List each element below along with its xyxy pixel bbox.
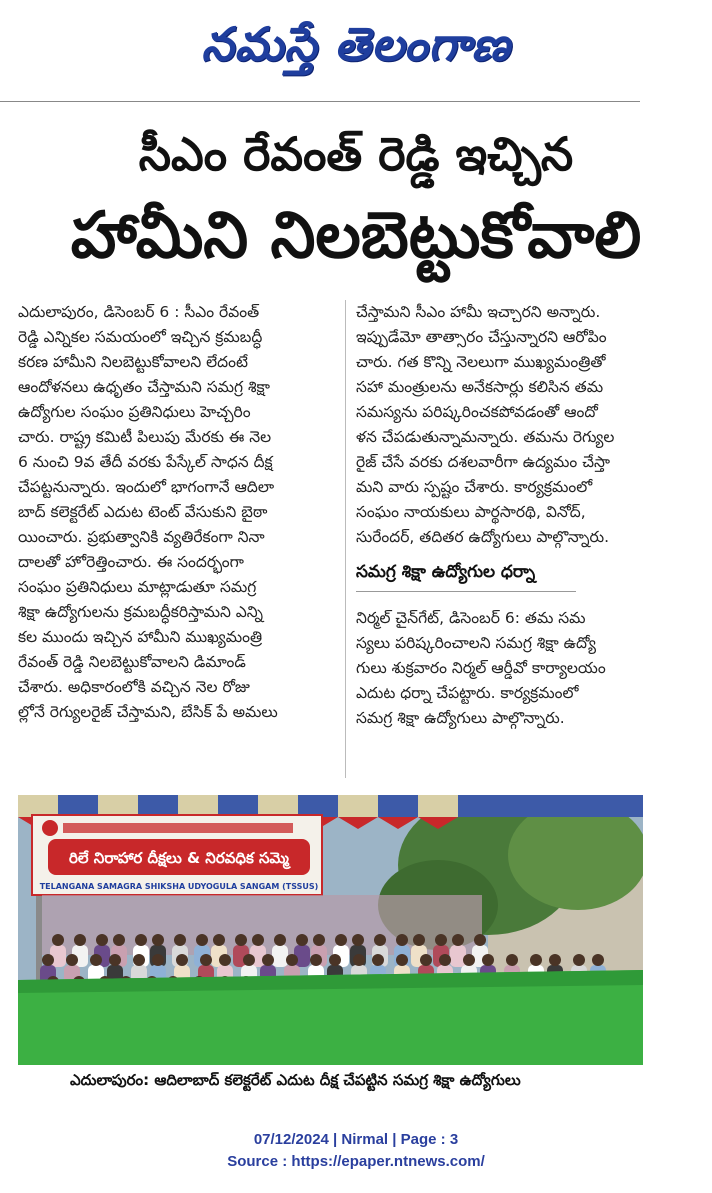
- masthead-divider: [0, 101, 640, 102]
- article-line: శిక్షా ఉద్యోగులను క్రమబద్ధీకరిస్తామని ఎన్ని: [18, 603, 263, 621]
- person-head: [573, 954, 585, 966]
- article-line: ఎదుట ధర్నా చేపట్టారు. కార్యక్రమంలో: [356, 684, 579, 702]
- article-line: కల ముందు ఇచ్చిన హామీని ముఖ్యమంత్రి: [18, 628, 263, 646]
- article-line: కరణ హామీని నిలబెట్టుకోవాలని లేదంటే: [18, 353, 248, 371]
- person-head: [219, 954, 231, 966]
- article-line: స్యలు పరిష్కరించాలని సమగ్ర శిక్షా ఉద్యో: [356, 634, 596, 652]
- person-head: [66, 954, 78, 966]
- article-line: చేపట్టనున్నారు. ఇందులో భాగంగానే ఆదిలా: [18, 478, 275, 496]
- person-head: [135, 934, 147, 946]
- person-head: [592, 954, 604, 966]
- person-head: [176, 954, 188, 966]
- person-head: [152, 954, 164, 966]
- article-line: సమస్యను పరిష్కరించకపోవడంతో ఆందో: [356, 403, 598, 421]
- person-head: [372, 954, 384, 966]
- person-head: [109, 954, 121, 966]
- person-head: [530, 954, 542, 966]
- article-line: సమగ్ర శిక్షా ఉద్యోగులు పాల్గొన్నారు.: [356, 709, 565, 727]
- photo-caption: ఎదులాపురం: ఆదిలాబాద్ కలెక్టరేట్ ఎదుట దీక్ష చేపట్టిన సమగ్ర శిక్షా ఉద్యోగులు: [70, 1071, 521, 1089]
- person-head: [152, 934, 164, 946]
- person-head: [213, 934, 225, 946]
- person-head: [439, 954, 451, 966]
- article-line: ఉద్యోగుల సంఘం ప్రతినిధులు హెచ్చరిం: [18, 403, 251, 421]
- person-head: [396, 954, 408, 966]
- article-line: సహా మంత్రులను అనేకసార్లు కలిసిన తమ: [356, 378, 604, 396]
- article-line: రెడ్డి ఎన్నికల సమయంలో ఇచ్చిన క్రమబద్ధీ: [18, 328, 263, 346]
- news-photo: [18, 795, 643, 1065]
- article-line: చారు. రాష్ట్ర కమిటీ పిలుపు మేరకు ఈ నెల: [18, 428, 272, 446]
- banner-subtext: TELANGANA SAMAGRA SHIKSHA UDYOGULA SANGAM (TSSUS): [39, 882, 319, 891]
- banner-text: రిలే నిరాహార దీక్షలు & నిరవధిక సమ్మె: [69, 849, 289, 867]
- article-line: ఆందోళనలు ఉధృతం చేస్తామని సమగ్ర శిక్షా: [18, 378, 270, 396]
- person-head: [296, 934, 308, 946]
- article-line: సంఘం ప్రతినిధులు మాట్లాడుతూ సమగ్ర: [18, 578, 257, 596]
- article-line: యించారు. ప్రభుత్వానికి వ్యతిరేకంగా నినా: [18, 528, 265, 546]
- person-head: [396, 934, 408, 946]
- person-head: [74, 934, 86, 946]
- person-head: [420, 954, 432, 966]
- person-head: [310, 954, 322, 966]
- masthead: [0, 0, 712, 100]
- article-line: సురేందర్, తదితర ఉద్యోగులు పాల్గొన్నారు.: [356, 528, 610, 546]
- person-head: [452, 934, 464, 946]
- person-head: [42, 954, 54, 966]
- seated-person: [450, 945, 466, 967]
- masthead-title: నమస్తే తెలంగాణ: [201, 17, 511, 71]
- person-head: [174, 934, 186, 946]
- person-head: [90, 954, 102, 966]
- person-head: [252, 934, 264, 946]
- person-head: [474, 934, 486, 946]
- person-head: [506, 954, 518, 966]
- article-right-column: [356, 300, 642, 731]
- article-line: 6 నుంచి 9వ తేదీ వరకు పేస్కేల్ సాధన దీక్ష: [18, 453, 273, 471]
- person-head: [482, 954, 494, 966]
- person-head: [274, 934, 286, 946]
- person-head: [313, 934, 325, 946]
- article-line: ల్లోనే రెగ్యులరైజ్ చేస్తామని, బేసిక్ పే అమలు: [18, 703, 278, 721]
- article-line: చేస్తామని సీఎం హామీ ఇచ్చారని అన్నారు.: [356, 303, 601, 321]
- person-head: [413, 934, 425, 946]
- article-line: రైజ్ చేసే వరకు దశలవారీగా ఉద్యమం చేస్తా: [356, 453, 610, 471]
- article-line: గులు శుక్రవారం నిర్మల్ ఆర్డీవో కార్యాలయం: [356, 659, 606, 677]
- article-line: నిర్మల్ చైన్‌గేట్, డిసెంబర్ 6: తమ సమ: [356, 609, 586, 627]
- person-head: [133, 954, 145, 966]
- article-line: ళన చేపడుతున్నామన్నారు. తమను రెగ్యుల: [356, 428, 615, 446]
- person-head: [235, 934, 247, 946]
- footer-meta: 07/12/2024 | Nirmal | Page : 3: [253, 1131, 459, 1148]
- person-head: [243, 954, 255, 966]
- headline-line-1: సీఎం రేవంత్ రెడ్డి ఇచ్చిన: [138, 127, 574, 181]
- article-line: ఎదులాపురం, డిసెంబర్ 6 : సీఎం రేవంత్: [18, 303, 260, 321]
- person-head: [549, 954, 561, 966]
- person-head: [352, 934, 364, 946]
- article-line: చారు. గత కొన్ని నెలలుగా ముఖ్యమంత్రితో: [356, 353, 606, 371]
- footer-source[interactable]: Source : https://epaper.ntnews.com/: [227, 1153, 485, 1170]
- person-head: [196, 934, 208, 946]
- article-subhead: సమగ్ర శిక్షా ఉద్యోగుల ధర్నా: [356, 560, 576, 592]
- seated-person: [272, 945, 288, 967]
- article-line: మని వారు స్పష్టం చేశారు. కార్యక్రమంలో: [356, 478, 593, 496]
- article-line: బాద్ కలెక్టరేట్ ఎదుట టెంట్ వేసుకుని బైఠా: [18, 503, 268, 521]
- person-head: [329, 954, 341, 966]
- article-line: సంఘం నాయకులు పార్థసారథి, వినోద్,: [356, 503, 586, 521]
- person-head: [113, 934, 125, 946]
- column-divider: [345, 300, 346, 778]
- person-head: [353, 954, 365, 966]
- person-head: [96, 934, 108, 946]
- person-head: [52, 934, 64, 946]
- article-line: రేవంత్ రెడ్డి నిలబెట్టుకోవాలని డిమాండ్: [18, 653, 246, 671]
- protest-photo-illustration: [18, 795, 643, 1065]
- person-head: [262, 954, 274, 966]
- person-head: [374, 934, 386, 946]
- person-head: [463, 954, 475, 966]
- person-head: [286, 954, 298, 966]
- article-left-column: [18, 300, 334, 725]
- person-head: [335, 934, 347, 946]
- article-line: చేశారు. అధికారంలోకి వచ్చిన నెల రోజు: [18, 678, 250, 696]
- person-head: [200, 954, 212, 966]
- headline-line-2: హామీని నిలబెట్టుకోవాలి: [70, 199, 642, 273]
- person-head: [435, 934, 447, 946]
- article-line: దాలతో హోరెత్తించారు. ఈ సందర్భంగా: [18, 553, 244, 571]
- article-line: ఇప్పుడేమో తాత్సారం చేస్తున్నారని ఆరోపిం: [356, 328, 607, 346]
